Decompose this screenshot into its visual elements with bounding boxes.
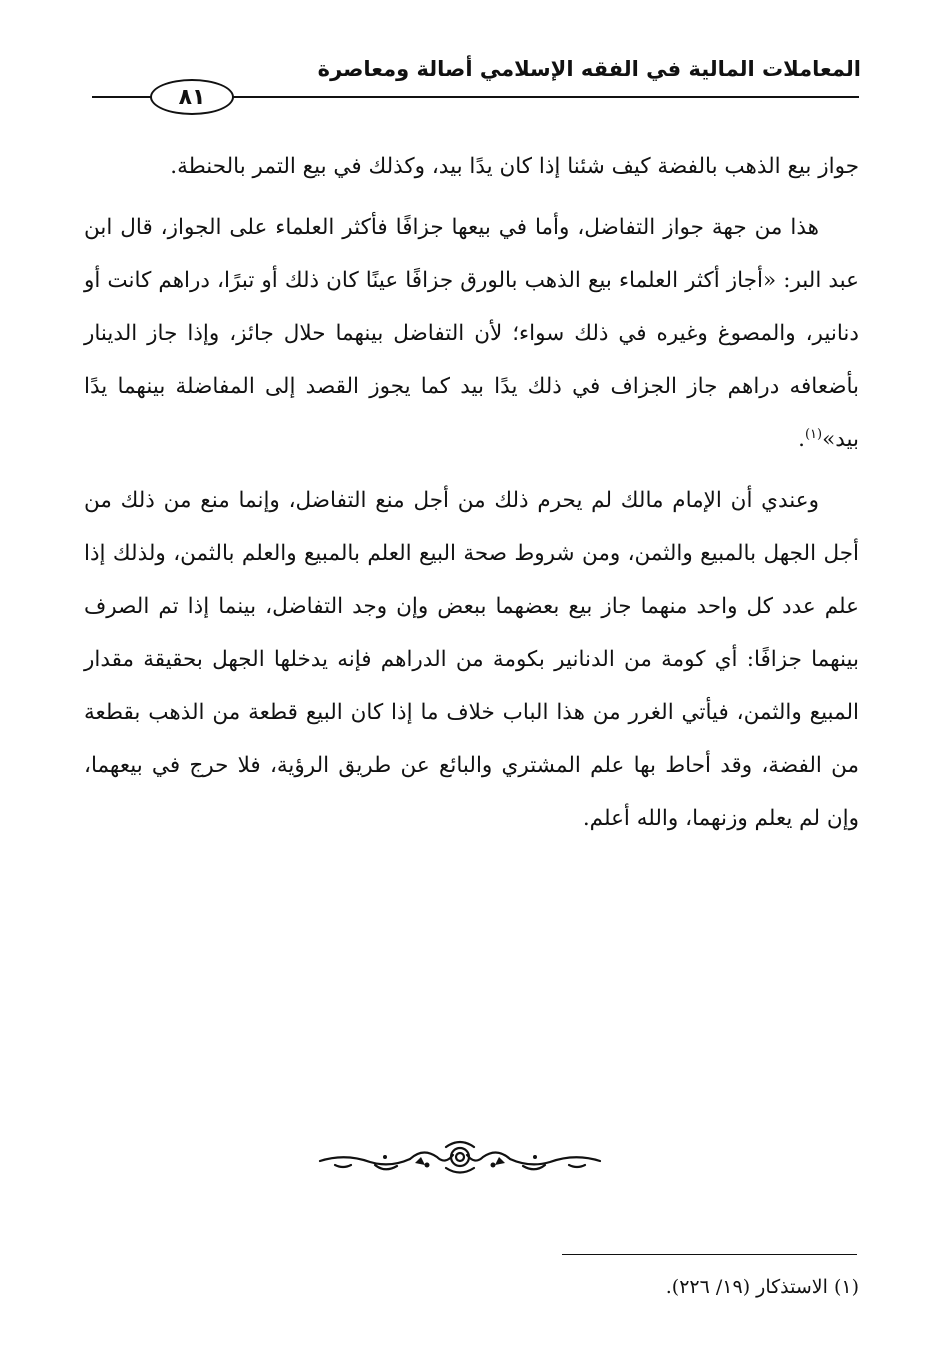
paragraph-1: جواز بيع الذهب بالفضة كيف شئنا إذا كان يدًا بيد، وكذلك في بيع التمر بالحنطة. — [170, 154, 859, 179]
footnote-reference[interactable]: (١) — [804, 426, 823, 442]
footnote: (١) الاستذكار (١٩/ ٢٢٦). — [665, 1276, 859, 1298]
page-number: ٨١ — [150, 79, 234, 115]
decorative-divider-icon — [315, 1135, 605, 1183]
footnote-rule — [562, 1254, 857, 1255]
paragraph-2: هذا من جهة جواز التفاضل، وأما في بيعها جزافًا فأكثر العلماء على الجواز، قال ابن عبد البر: «أجاز أكثر العلماء بيع الذهب بالورق جزافًا عينًا كان ذلك أو تبرًا، دراهم كانت أو دنانير، والمصوغ وغيره في ذلك سواء؛ لأن التفاضل بينهما حلال جائز، وإذا جاز الدينار بأضعافه دراهم جاز الجزاف في ذلك يدًا بيد كما يجوز القصد إلى المفاضلة بينهما يدًا بيد»$^{(١)}$. — [84, 215, 859, 452]
running-header-title: المعاملات المالية في الفقه الإسلامي أصالة ومعاصرة — [317, 57, 861, 81]
paragraph-3: وعندي أن الإمام مالك لم يحرم ذلك من أجل منع التفاضل، وإنما منع من ذلك من أجل الجهل بالمبيع والثمن، ومن شروط صحة البيع العلم بالمبيع والعلم بالثمن، ولذلك إذا علم عدد كل واحد منهما جاز بيع بعضهما ببعض وإن وجد التفاضل، بينما إذا تم الصرف بينهما جزافًا: أي كومة من الدنانير بكومة من الدراهم فإنه يدخلها الجهل بحقيقة مقدار المبيع والثمن، فيأتي الغرر من هذا الباب خلاف ما إذا كان البيع قطعة من الذهب بقطعة من الفضة، وقد أحاط بها علم المشتري والبائع عن طريق الرؤية، فلا حرج في بيعهما، وإن لم يعلم وزنهما، والله أعلم. — [84, 488, 859, 831]
main-text — [84, 140, 859, 853]
